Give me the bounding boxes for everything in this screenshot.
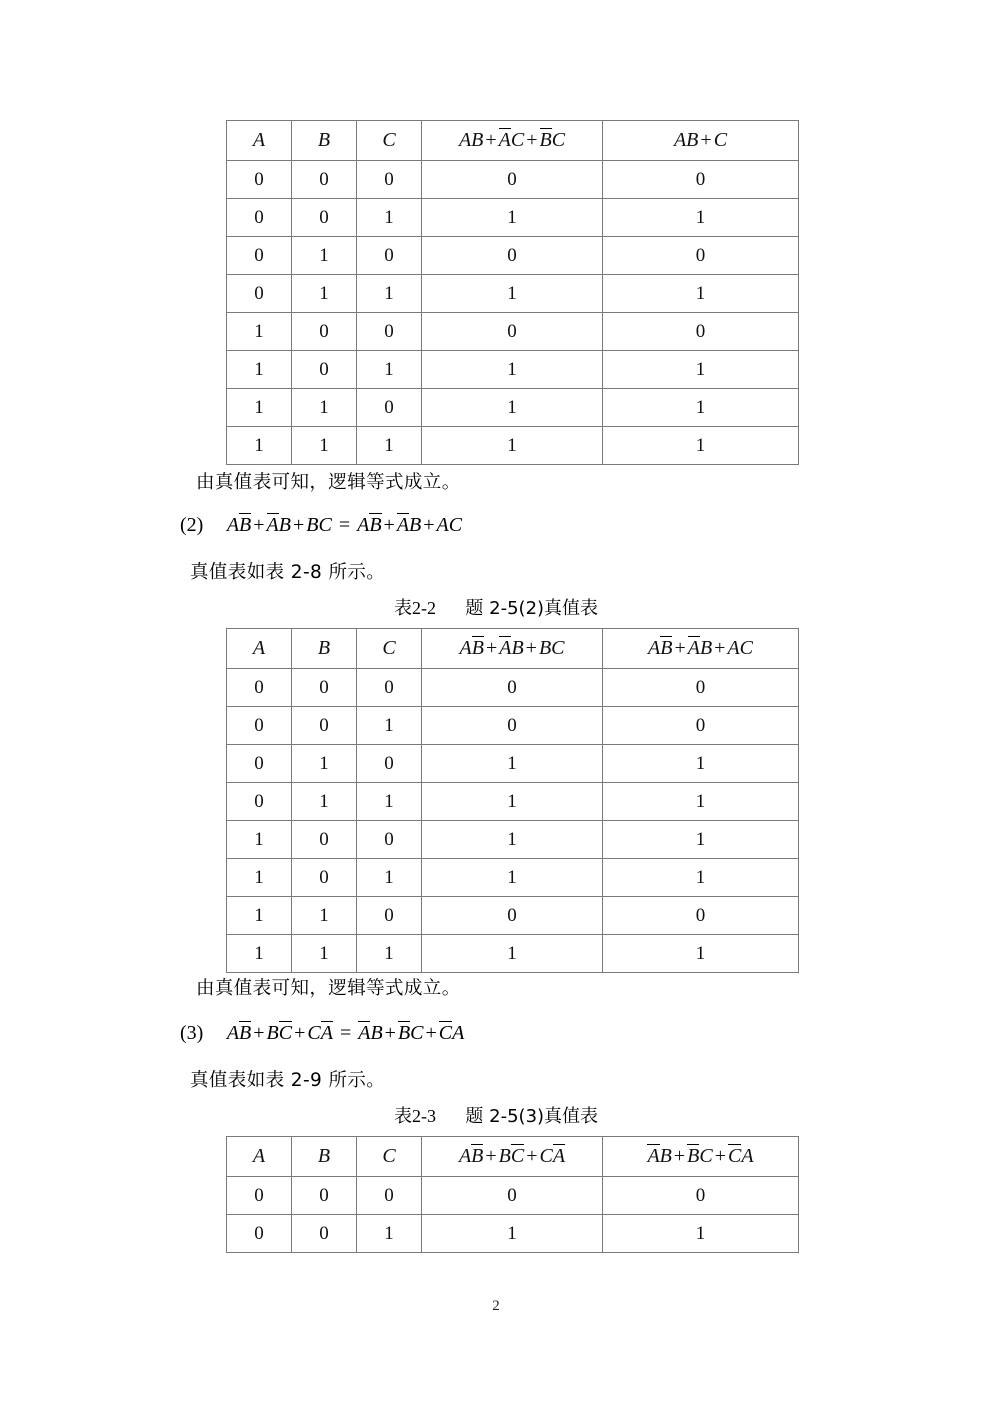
cell-b: 1 <box>292 783 357 821</box>
table-row <box>227 745 799 783</box>
cell-f1: 0 <box>422 897 603 935</box>
expression-anotb-plus-nota-b-plus-bc: AB + AB + BC <box>459 637 565 659</box>
cell-f1: 1 <box>422 783 603 821</box>
header-cell-expr1 <box>422 121 603 161</box>
table-row <box>227 783 799 821</box>
cell-b: 1 <box>292 897 357 935</box>
cell-a: 1 <box>227 859 292 897</box>
cell-b: 0 <box>292 351 357 389</box>
cell-f2: 1 <box>603 389 799 427</box>
cell-f1: 0 <box>422 707 603 745</box>
cell-f1: 1 <box>422 389 603 427</box>
cell-f2: 1 <box>603 199 799 237</box>
cell-c: 0 <box>357 313 422 351</box>
conclusion-text-2: 由真值表可知，逻辑等式成立。 <box>196 978 461 999</box>
cell-f1: 0 <box>422 1177 603 1215</box>
header-cell-expr2 <box>603 121 799 161</box>
item-3-equation: AB + BC + CA = AB + BC + CA <box>226 1022 465 1044</box>
cell-a: 1 <box>227 389 292 427</box>
cell-b: 0 <box>292 313 357 351</box>
cell-f1: 1 <box>422 859 603 897</box>
conclusion-text-1: 由真值表可知，逻辑等式成立。 <box>196 472 461 493</box>
cell-f2: 1 <box>603 1215 799 1253</box>
cell-c: 0 <box>357 745 422 783</box>
table-row <box>227 859 799 897</box>
cell-c: 1 <box>357 1215 422 1253</box>
header-b-text: B <box>317 1145 331 1167</box>
caption-label: 表2-3 <box>393 1106 436 1126</box>
cell-f2: 0 <box>603 1177 799 1215</box>
truth-table-1 <box>226 120 799 465</box>
table-row <box>227 897 799 935</box>
cell-b: 0 <box>292 199 357 237</box>
cell-a: 1 <box>227 427 292 465</box>
header-cell-b <box>292 629 357 669</box>
cell-a: 0 <box>227 237 292 275</box>
expression-nota-b-plus-notb-c-plus-notc-a: AB + BC + CA <box>647 1145 754 1167</box>
table-row <box>227 1177 799 1215</box>
header-c-text: C <box>382 1145 396 1167</box>
cell-f2: 0 <box>603 161 799 199</box>
cell-b: 1 <box>292 275 357 313</box>
table-row <box>227 161 799 199</box>
cell-f1: 1 <box>422 275 603 313</box>
truth-table-2 <box>226 628 799 973</box>
cell-a: 0 <box>227 199 292 237</box>
header-cell-c <box>357 121 422 161</box>
header-a-text: A <box>252 129 266 151</box>
table-header-row <box>227 1137 799 1177</box>
header-cell-expr1 <box>422 629 603 669</box>
table-row <box>227 669 799 707</box>
cell-f2: 0 <box>603 707 799 745</box>
item-2-number: (2) <box>180 514 204 536</box>
table-row <box>227 313 799 351</box>
table-row <box>227 427 799 465</box>
cell-c: 0 <box>357 389 422 427</box>
header-cell-expr2 <box>603 1137 799 1177</box>
cell-f2: 1 <box>603 783 799 821</box>
cell-f1: 1 <box>422 935 603 973</box>
truth-table-3-wrapper <box>226 1136 799 1253</box>
header-c-text: C <box>382 637 396 659</box>
expression-anotb-plus-bnotc-plus-cnota: AB + BC + CA <box>458 1145 566 1167</box>
cell-f2: 1 <box>603 859 799 897</box>
expression-ab-plus-c: AB + C <box>673 129 728 151</box>
cell-b: 1 <box>292 745 357 783</box>
cell-c: 1 <box>357 199 422 237</box>
header-cell-b <box>292 1137 357 1177</box>
cell-a: 0 <box>227 275 292 313</box>
cell-b: 1 <box>292 237 357 275</box>
cell-c: 0 <box>357 897 422 935</box>
table-header-row <box>227 121 799 161</box>
cell-b: 0 <box>292 669 357 707</box>
cell-f2: 1 <box>603 821 799 859</box>
table-row <box>227 821 799 859</box>
cell-b: 0 <box>292 859 357 897</box>
cell-f2: 1 <box>603 935 799 973</box>
page-number: 2 <box>492 1298 500 1314</box>
item-3-number: (3) <box>180 1022 204 1044</box>
cell-b: 1 <box>292 935 357 973</box>
expression-anotb-plus-nota-b-plus-ac: AB + AB + AC <box>648 637 753 659</box>
cell-a: 0 <box>227 161 292 199</box>
header-cell-expr2 <box>603 629 799 669</box>
table-2-3-caption <box>0 1102 992 1128</box>
header-cell-c <box>357 629 422 669</box>
item-2-line <box>180 512 462 537</box>
cell-f1: 0 <box>422 669 603 707</box>
caption-label: 表2-2 <box>393 598 436 618</box>
cell-f2: 1 <box>603 427 799 465</box>
cell-f1: 1 <box>422 427 603 465</box>
cell-a: 0 <box>227 1215 292 1253</box>
cell-c: 0 <box>357 669 422 707</box>
cell-a: 1 <box>227 351 292 389</box>
header-b-text: B <box>317 637 331 659</box>
cell-a: 0 <box>227 745 292 783</box>
cell-f1: 1 <box>422 351 603 389</box>
cell-c: 1 <box>357 275 422 313</box>
item-3-line <box>180 1020 464 1045</box>
header-a-text: A <box>252 1145 266 1167</box>
truth-table-3 <box>226 1136 799 1253</box>
caption-text: 题 2-5(3)真值表 <box>465 1106 599 1127</box>
table-header-row <box>227 629 799 669</box>
cell-f2: 0 <box>603 313 799 351</box>
header-cell-c <box>357 1137 422 1177</box>
cell-c: 0 <box>357 237 422 275</box>
reference-text-3: 真值表如表 2-9 所示。 <box>190 1070 386 1091</box>
cell-b: 0 <box>292 1177 357 1215</box>
cell-b: 0 <box>292 707 357 745</box>
cell-c: 1 <box>357 427 422 465</box>
cell-f2: 1 <box>603 275 799 313</box>
reference-text-2: 真值表如表 2-8 所示。 <box>190 562 386 583</box>
table-row <box>227 935 799 973</box>
expression-ab-plus-nota-c-plus-notb-c: AB + AC + BC <box>458 129 566 151</box>
cell-c: 1 <box>357 859 422 897</box>
truth-table-1-wrapper <box>226 120 799 465</box>
header-c-text: C <box>382 129 396 151</box>
cell-c: 1 <box>357 351 422 389</box>
cell-c: 1 <box>357 707 422 745</box>
cell-f1: 0 <box>422 313 603 351</box>
header-cell-b <box>292 121 357 161</box>
cell-f2: 1 <box>603 745 799 783</box>
header-cell-a <box>227 629 292 669</box>
cell-f1: 1 <box>422 199 603 237</box>
cell-c: 0 <box>357 161 422 199</box>
cell-f1: 1 <box>422 1215 603 1253</box>
table-row <box>227 199 799 237</box>
table-row <box>227 707 799 745</box>
cell-f1: 1 <box>422 745 603 783</box>
cell-f2: 0 <box>603 237 799 275</box>
cell-a: 1 <box>227 935 292 973</box>
cell-a: 1 <box>227 821 292 859</box>
table-row <box>227 275 799 313</box>
cell-b: 0 <box>292 821 357 859</box>
header-cell-a <box>227 121 292 161</box>
cell-a: 0 <box>227 1177 292 1215</box>
cell-a: 1 <box>227 313 292 351</box>
table-row <box>227 389 799 427</box>
header-cell-a <box>227 1137 292 1177</box>
cell-b: 0 <box>292 1215 357 1253</box>
header-a-text: A <box>252 637 266 659</box>
cell-f2: 0 <box>603 897 799 935</box>
table-row <box>227 351 799 389</box>
cell-f1: 0 <box>422 237 603 275</box>
cell-c: 1 <box>357 783 422 821</box>
cell-b: 1 <box>292 389 357 427</box>
cell-a: 1 <box>227 897 292 935</box>
cell-b: 0 <box>292 161 357 199</box>
cell-c: 0 <box>357 1177 422 1215</box>
cell-f1: 1 <box>422 821 603 859</box>
cell-b: 1 <box>292 427 357 465</box>
caption-text: 题 2-5(2)真值表 <box>465 598 599 619</box>
cell-f2: 0 <box>603 669 799 707</box>
table-row <box>227 1215 799 1253</box>
table-2-2-caption <box>0 594 992 620</box>
item-2-equation: AB + AB + BC = AB + AB + AC <box>226 514 463 536</box>
cell-f1: 0 <box>422 161 603 199</box>
cell-a: 0 <box>227 783 292 821</box>
table-row <box>227 237 799 275</box>
truth-table-2-wrapper <box>226 628 799 973</box>
cell-c: 0 <box>357 821 422 859</box>
header-cell-expr1 <box>422 1137 603 1177</box>
cell-a: 0 <box>227 669 292 707</box>
header-b-text: B <box>317 129 331 151</box>
cell-f2: 1 <box>603 351 799 389</box>
cell-c: 1 <box>357 935 422 973</box>
cell-a: 0 <box>227 707 292 745</box>
